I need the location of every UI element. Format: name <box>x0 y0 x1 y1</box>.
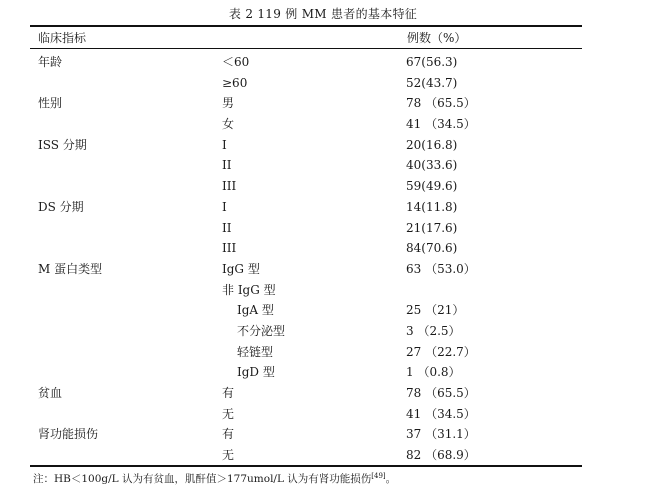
row-group-label: ISS 分期 <box>38 137 87 152</box>
row-value: 63 （53.0） <box>406 261 476 276</box>
row-item-label: ＜60 <box>222 55 250 69</box>
note-reference: [49] <box>371 472 386 480</box>
note-text: 注：HB＜100g/L 认为有贫血，肌酐值＞177umol/L 认为有肾功能损伤 <box>33 473 372 485</box>
row-item-label: 非 IgG 型 <box>222 282 276 297</box>
note-end: 。 <box>385 473 397 485</box>
row-item-label: II <box>222 158 232 173</box>
row-group-label: 年龄 <box>38 55 63 69</box>
row-item-label: 男 <box>222 96 235 111</box>
table-row <box>0 259 646 280</box>
row-value: 20(16.8) <box>406 137 458 152</box>
table-row <box>0 300 646 321</box>
header-count: 例数（%） <box>407 31 467 45</box>
row-value: 27 （22.7） <box>406 344 476 359</box>
row-value: 3 （2.5） <box>406 323 461 338</box>
row-value: 1 （0.8） <box>406 365 461 380</box>
row-item-label: 女 <box>222 117 235 132</box>
table-row <box>0 362 646 383</box>
row-value: 41 （34.5） <box>406 406 476 421</box>
row-item-label: I <box>222 199 227 214</box>
row-value: 21(17.6) <box>406 220 458 235</box>
row-value: 52(43.7) <box>406 75 458 90</box>
bottom-rule <box>30 465 582 467</box>
row-item-label: ≥60 <box>222 75 248 90</box>
row-value: 67(56.3) <box>406 55 458 69</box>
row-item-label: 有 <box>222 427 235 442</box>
row-item-label: III <box>222 241 237 256</box>
row-item-label: IgD 型 <box>237 365 275 380</box>
row-group-label: 肾功能损伤 <box>38 427 99 442</box>
table-row <box>0 404 646 425</box>
row-value: 82 （68.9） <box>406 448 476 463</box>
table-row <box>0 52 646 73</box>
row-item-label: II <box>222 220 232 235</box>
table-body <box>0 52 646 466</box>
row-group-label: M 蛋白类型 <box>38 261 103 276</box>
table-caption: 表 2 119 例 MM 患者的基本特征 <box>228 7 418 21</box>
table-note <box>33 469 396 486</box>
row-value: 25 （21） <box>406 303 465 318</box>
row-value: 78 （65.5） <box>406 386 476 400</box>
row-group-label: 性别 <box>38 96 63 111</box>
row-value: 37 （31.1） <box>406 427 476 442</box>
table-row <box>0 197 646 218</box>
row-item-label: 不分泌型 <box>237 323 286 338</box>
table-row <box>0 114 646 135</box>
table-row <box>0 238 646 259</box>
table-row <box>0 93 646 114</box>
table-row <box>0 280 646 301</box>
row-group-label: DS 分期 <box>38 199 84 214</box>
row-value: 59(49.6) <box>406 179 458 194</box>
table-row <box>0 135 646 156</box>
row-item-label: IgA 型 <box>237 303 274 318</box>
header-indicator: 临床指标 <box>38 31 87 45</box>
table-row <box>0 383 646 404</box>
row-item-label: 无 <box>222 406 235 421</box>
row-value: 84(70.6) <box>406 241 458 256</box>
table-row <box>0 176 646 197</box>
header-rule <box>30 48 582 49</box>
row-item-label: 有 <box>222 386 235 400</box>
row-item-label: I <box>222 137 227 152</box>
row-value: 78 （65.5） <box>406 96 476 111</box>
table-row <box>0 155 646 176</box>
table-row <box>0 424 646 445</box>
row-item-label: III <box>222 179 237 194</box>
row-item-label: IgG 型 <box>222 261 260 276</box>
row-item-label: 无 <box>222 448 235 463</box>
row-value: 41 （34.5） <box>406 117 476 132</box>
row-group-label: 贫血 <box>38 386 63 400</box>
row-value: 14(11.8) <box>406 199 458 214</box>
table-row <box>0 342 646 363</box>
row-value: 40(33.6) <box>406 158 458 173</box>
table-row <box>0 445 646 466</box>
row-item-label: 轻链型 <box>237 344 274 359</box>
table-row <box>0 218 646 239</box>
table-row <box>0 73 646 94</box>
table-row <box>0 321 646 342</box>
top-rule <box>30 25 582 27</box>
